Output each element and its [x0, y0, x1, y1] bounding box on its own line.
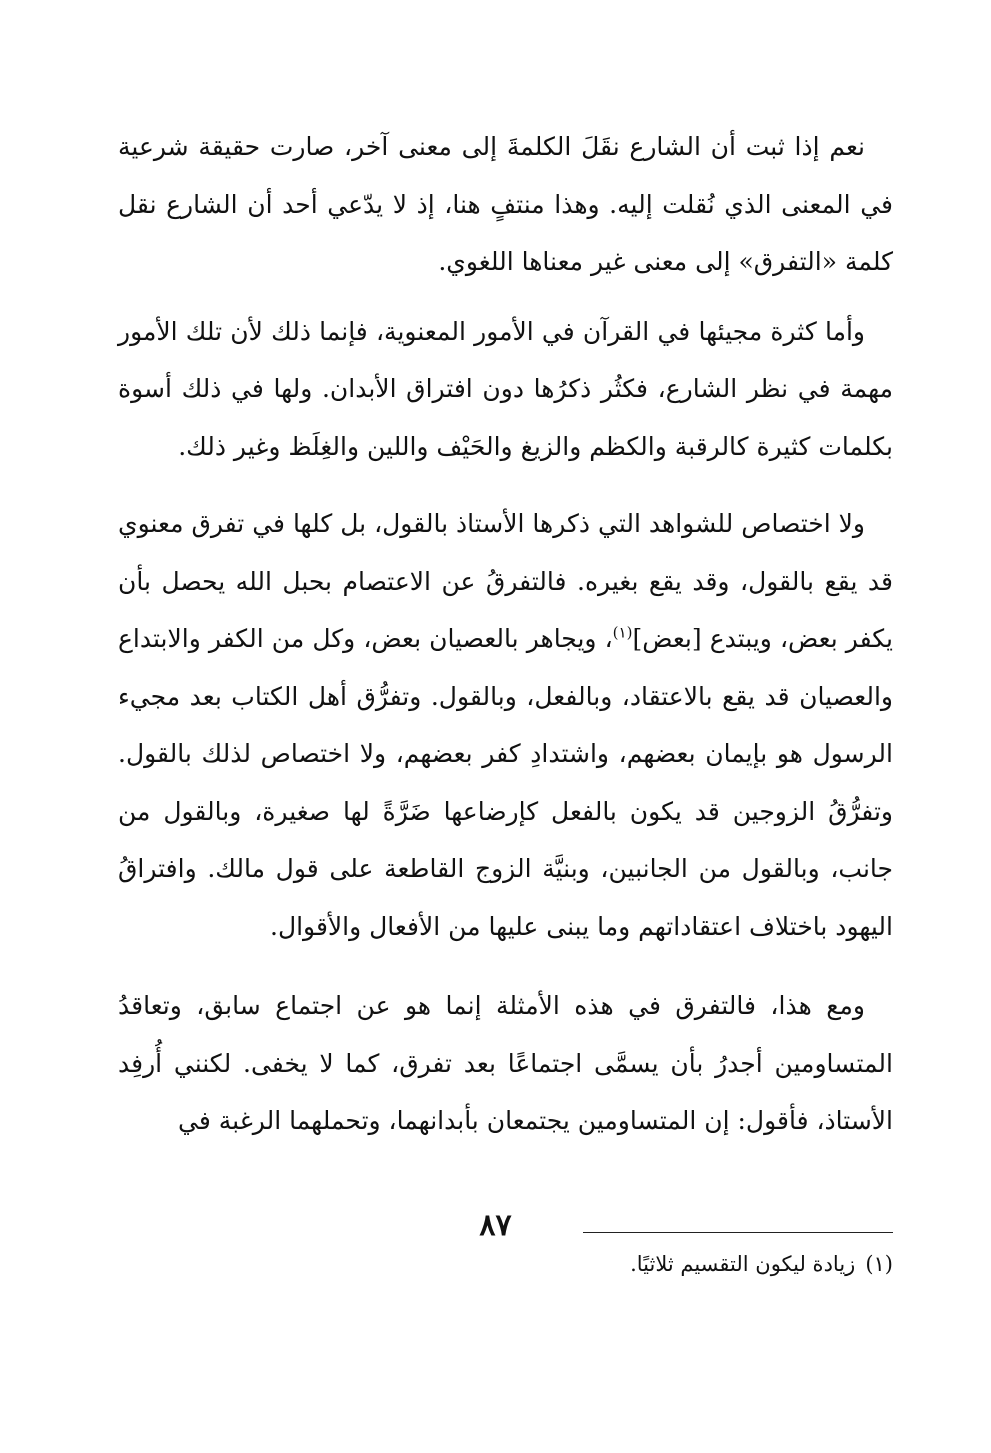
paragraph-1: نعم إذا ثبت أن الشارع نقَلَ الكلمةَ إلى معنى آخر، صارت حقيقة شرعية في المعنى الذي نُقلت إليه. وهذا منتفٍ هنا، إذ لا يدّعي أحد أن الشارع نقل كلمة «التفرق» إلى معنى غير معناها اللغوي. — [118, 132, 893, 276]
page-number: ٨٧ — [479, 1208, 512, 1243]
footnote-reference[interactable]: (١) — [612, 623, 633, 642]
paragraph-4: ومع هذا، فالتفرق في هذه الأمثلة إنما هو عن اجتماع سابق، وتعاقدُ المتساومين أجدرُ بأن يسمَّى اجتماعًا بعد تفرق، كما لا يخفى. لكنني أُرفِد الأستاذ، فأقول: إن المتساومين يجتمعان بأبدانهما، وتحملهما الرغبة في — [118, 991, 893, 1135]
paragraph-3-part-2: ، ويجاهر بالعصيان بعض، وكل من الكفر والابتداع والعصيان قد يقع بالاعتقاد، وبالفعل، وبالقول. وتفرُّق أهل الكتاب بعد مجيء الرسول هو بإيمان بعضهم، واشتدادِ كفر بعضهم، ولا اختصاص لذلك بالقول. وتفرُّقُ الزوجين قد يكون بالفعل كإرضاعها ضَرَّةً لها صغيرة، وبالقول من جانب، وبالقول من الجانبين، وبنيَّة الزوج القاطعة على قول مالك. وافتراقُ اليهود باختلاف اعتقاداتهم وما يبنى عليها من الأفعال والأقوال. — [118, 624, 893, 941]
footnote-text: زيادة ليكون التقسيم ثلاثيًا. — [630, 1252, 856, 1276]
book-page — [118, 118, 893, 1453]
footnote-number: (١) — [865, 1252, 893, 1276]
footnote — [630, 1248, 893, 1280]
main-text — [118, 118, 893, 1150]
paragraph-3-part-1: ولا اختصاص للشواهد التي ذكرها الأستاذ بالقول، بل كلها في تفرق معنوي قد يقع بالقول، وقد يقع بغيره. فالتفرقُ عن الاعتصام بحبل الله يحصل بأن يكفر بعض، ويبتدع [بعض] — [118, 509, 894, 653]
paragraph-2: وأما كثرة مجيئها في القرآن في الأمور المعنوية، فإنما ذلك لأن تلك الأمور مهمة في نظر الشارع، فكثُر ذكرُها دون افتراق الأبدان. ولها في ذلك أسوة بكلمات كثيرة كالرقبة والكظم والزيغ والحَيْف واللين والغِلَظ وغير ذلك. — [118, 316, 893, 461]
paragraph-3 — [118, 495, 893, 955]
